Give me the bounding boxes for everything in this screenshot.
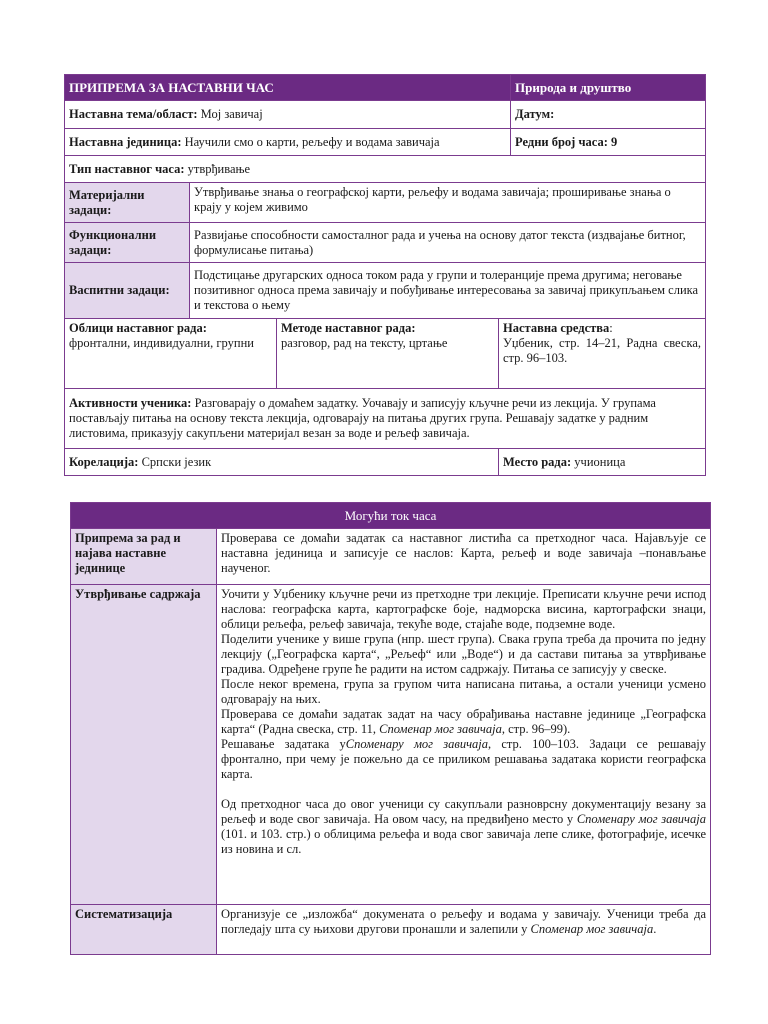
work-forms-cell bbox=[65, 319, 277, 389]
lesson-type-value: утврђивање bbox=[187, 161, 251, 176]
flow-title: Могући ток часа bbox=[71, 503, 711, 529]
topic-value: Мој завичај bbox=[200, 107, 263, 121]
activities-value: Разговарају о домаћем задатку. Уочавају и записују кључне речи из лекција. У групама постављају питања на основу текста лекција, одговарају на питања других група. Решавају задатке у радним листовима, приказују сакупљени материјал везан за воде и рељеф завичаја. bbox=[69, 396, 656, 440]
functional-tasks-label: Функционални задаци: bbox=[65, 223, 190, 263]
material-tasks-label: Материјални задаци: bbox=[65, 183, 190, 223]
topic-cell bbox=[65, 101, 511, 129]
functional-tasks-value: Развијање способности самосталног рада и учења на основу датог текста (издвајање битног, формулисање питања) bbox=[190, 223, 706, 263]
intro-text: Проверава се домаћи задатак са наставног листића са претходног часа. Најављује се наставна јединица и записује се наслов: Карта, рељеф и воде завичаја –понављање наученог. bbox=[217, 529, 711, 585]
unit-label: Наставна јединица: bbox=[69, 134, 182, 149]
unit-cell bbox=[65, 129, 511, 156]
date-label: Датум: bbox=[515, 107, 555, 121]
teaching-means-value: Уџбеник, стр. 14–21, Радна свеска, стр. 96–103. bbox=[503, 336, 702, 365]
review-paragraph: Уочити у Уџбенику кључне речи из претходне три лекције. Преписати кључне речи испод наслова: географска карта, картографске боје, надморска висина, картографски знаци, облици рељефа, рељеф завичаја, текуће воде, стајаће воде, подземне воде. bbox=[221, 587, 707, 631]
workplace-value: учионица bbox=[574, 454, 626, 469]
unit-value: Научили смо о карти, рељефу и водама завичаја bbox=[184, 134, 440, 149]
lesson-flow-table bbox=[70, 502, 711, 955]
lesson-number-label: Редни број часа: bbox=[515, 134, 608, 149]
lesson-number-cell bbox=[511, 129, 706, 156]
activities-cell bbox=[65, 389, 706, 449]
review-paragraph: Поделити ученике у више група (нпр. шест група). Свака група треба да прочита по једну лекцију („Географска карта“, „Рељеф“ или „Воде“) и да састави питања за утврђивање градива. Одређене групе ће радити на истом садржају. Питања се записују у свеске. bbox=[221, 632, 707, 676]
lesson-type-cell bbox=[65, 156, 706, 183]
correlation-label: Корелација: bbox=[69, 454, 139, 469]
plan-title: ПРИПРЕМА ЗА НАСТАВНИ ЧАС bbox=[65, 75, 511, 101]
intro-label: Припрема за рад и најава наставне јединице bbox=[71, 529, 217, 585]
material-tasks-value: Утврђивање знања о географској карти, рељефу и водама завичаја; проширивање знања о крају у којем живимо bbox=[190, 183, 706, 223]
review-paragraph: После неког времена, група за групом чита написана питања, а остали ученици усмено одговарају на њих. bbox=[221, 677, 707, 706]
teaching-means-label: Наставна средства bbox=[503, 321, 610, 335]
methods-label: Методе наставног рада: bbox=[281, 321, 416, 335]
educational-tasks-label: Васпитни задаци: bbox=[65, 263, 190, 319]
review-label: Утврђивање садржаја bbox=[71, 585, 217, 905]
review-paragraph: Решавање задатака уСпоменару мог завичаја, стр. 100–103. Задаци се решавају фронтално, при чему је пожељно да се приликом решавања задатака користи географска карта. bbox=[221, 737, 707, 781]
workplace-label: Место рада: bbox=[503, 454, 572, 469]
teaching-means-cell: Наставна средства: Уџбеник, стр. 14–21, Радна свеска, стр. 96–103. bbox=[499, 319, 706, 389]
date-cell bbox=[511, 101, 706, 129]
lesson-type-label: Тип наставног часа: bbox=[69, 161, 185, 176]
workplace-cell bbox=[499, 449, 706, 476]
review-paragraph: Проверава се домаћи задатак задат на часу обрађивања наставне јединице „Географска карта“ (Радна свеска, стр. 11, Споменар мог завичаја, стр. 96–99). bbox=[221, 707, 707, 736]
systematization-text: Организује се „изложба“ докумената о рељефу и водама у завичају. Ученици треба да погледају шта су њихови другови пронашли и залепили у Споменар мог завичаја. bbox=[217, 905, 711, 955]
correlation-cell bbox=[65, 449, 499, 476]
methods-cell bbox=[277, 319, 499, 389]
activities-label: Активности ученика: bbox=[69, 396, 192, 410]
review-paragraph: Од претходног часа до овог ученици су сакупљали разноврсну документацију везану за рељеф и воде свог завичаја. На овом часу, на предвиђено место у Споменару мог завичаја (101. и 103. стр.) о облицима рељефа и вода свог завичаја лепе слике, фотографије, исечке из новина и сл. bbox=[221, 797, 707, 856]
correlation-value: Српски језик bbox=[141, 454, 212, 469]
work-forms-label: Облици наставног рада: bbox=[69, 321, 207, 335]
plan-subject: Природа и друштво bbox=[511, 75, 706, 101]
educational-tasks-value: Подстицање другарских односа током рада у групи и толеранције према другима; неговање позитивног односа према завичају и побуђивање интересовања за завичај прикупљањем слика и текстова о њему bbox=[190, 263, 706, 319]
lesson-plan-table bbox=[64, 74, 706, 476]
methods-value: разговор, рад на тексту, цртање bbox=[281, 336, 448, 350]
lesson-number-value: 9 bbox=[611, 134, 618, 149]
review-content bbox=[217, 585, 711, 905]
work-forms-value: фронтални, индивидуални, групни bbox=[69, 336, 254, 350]
systematization-label: Систематизација bbox=[71, 905, 217, 955]
topic-label: Наставна тема/област: bbox=[69, 107, 198, 121]
